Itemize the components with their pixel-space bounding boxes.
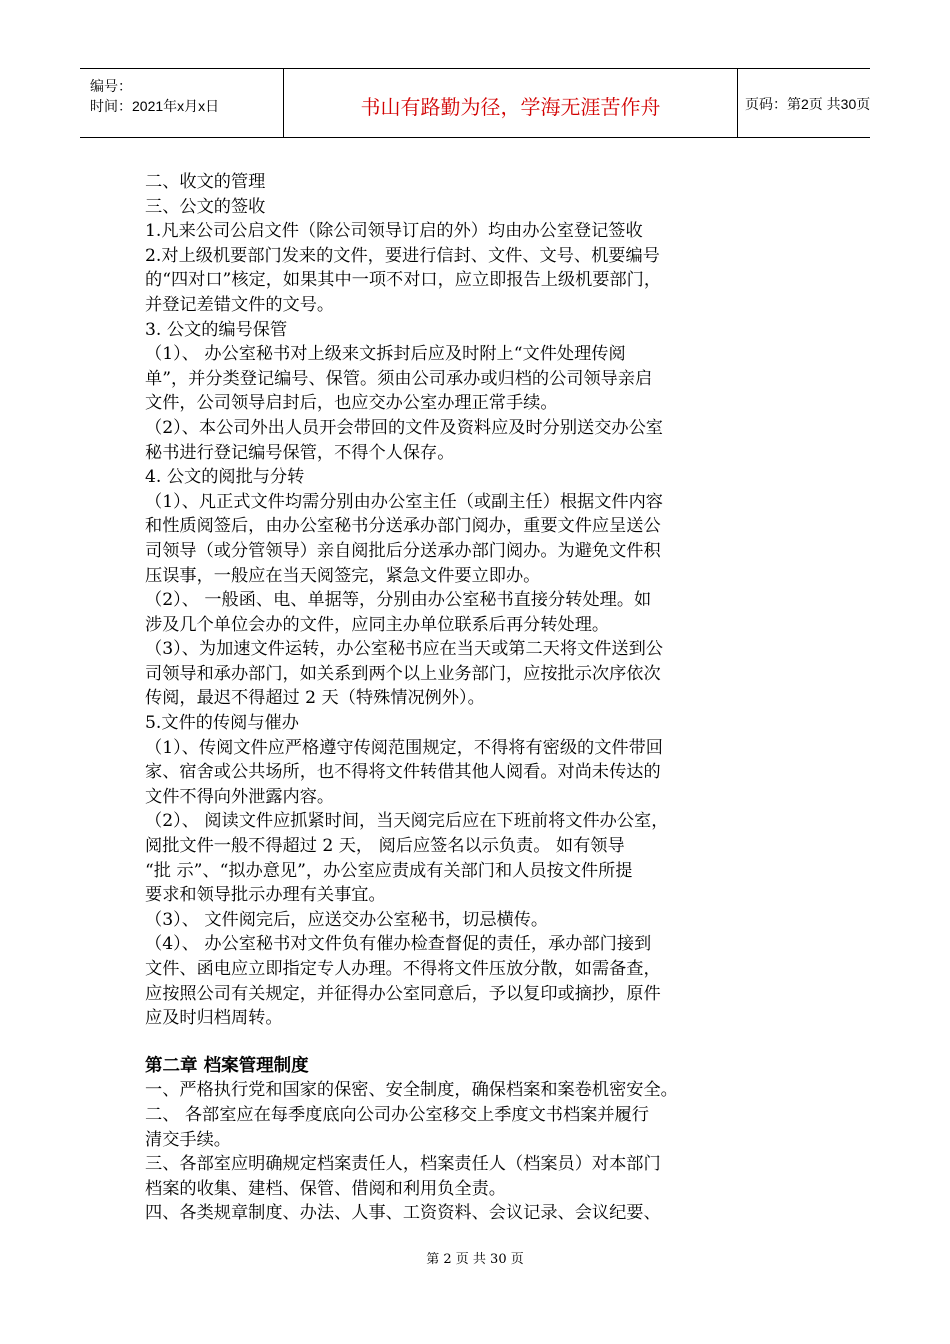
body-line: 二、收文的管理 (145, 172, 266, 192)
page-header (80, 68, 870, 138)
body-line: 家、宿舍或公共场所，也不得将文件转借其他人阅看。对尚未传达的 (145, 762, 661, 783)
chapter-line: 三、各部室应明确规定档案责任人，档案责任人（档案员）对本部门 (145, 1154, 661, 1175)
body-line: 和性质阅签后，由办公室秘书分送承办部门阅办，重要文件应呈送公 (145, 516, 661, 537)
body-line: 文件，公司领导启封后，也应交办公室办理正常手续。 (145, 393, 558, 414)
chapter-line: 四、各类规章制度、办法、人事、工资资料、会议记录、会议纪要、 (145, 1203, 661, 1224)
body-line: 单”，并分类登记编号、保管。须由公司承办或归档的公司领导亲启 (145, 368, 653, 389)
document-date-label: 时间：2021年x月x日 (90, 98, 220, 114)
header-motto-cell (283, 69, 738, 137)
body-line: 秘书进行登记编号保管，不得个人保存。 (145, 442, 455, 463)
body-line: 4. 公文的阅批与分转 (145, 467, 305, 488)
chapter-line: 清交手续。 (145, 1129, 231, 1150)
body-line: （3）、 文件阅完后，应送交办公室秘书，切忌横传。 (145, 909, 549, 930)
body-line: （2）、 一般函、电、单据等，分别由办公室秘书直接分转处理。如 (145, 590, 652, 611)
body-line: 1.凡来公司公启文件（除公司领导订启的外）均由办公室登记签收 (145, 221, 643, 242)
body-line: （1）、凡正式文件均需分别由办公室主任（或副主任）根据文件内容 (145, 491, 663, 512)
body-line: 文件不得向外泄露内容。 (145, 786, 335, 807)
body-line: 2.对上级机要部门发来的文件，要进行信封、文件、文号、机要编号 (145, 245, 660, 266)
header-page-cell (737, 69, 870, 137)
body-line: 阅批文件一般不得超过 2 天， 阅后应签名以示负责。 如有领导 (145, 836, 625, 857)
body-line: 三、公文的签收 (145, 196, 266, 217)
body-line: 传阅，最迟不得超过 2 天（特殊情况例外）。 (145, 688, 485, 709)
chapter-line: 档案的收集、建档、保管、借阅和利用负全责。 (145, 1178, 506, 1199)
body-line: “批 示”、“拟办意见”，办公室应责成有关部门和人员按文件所提 (145, 860, 633, 881)
header-motto: 书山有路勤为径，学海无涯苦作舟 (360, 95, 661, 119)
body-line: （2）、本公司外出人员开会带回的文件及资料应及时分别送交办公室 (145, 417, 663, 438)
header-page-info: 页码：第2页 共30页 (745, 96, 871, 112)
body-line: 应按照公司有关规定，并征得办公室同意后，予以复印或摘抄，原件 (145, 983, 661, 1004)
body-line: 涉及几个单位会办的文件，应同主办单位联系后再分转处理。 (145, 614, 610, 635)
body-line: 5.文件的传阅与催办 (145, 713, 299, 734)
body-line: （1）、 办公室秘书对上级来文拆封后应及时附上“文件处理传阅 (145, 344, 626, 365)
body-line: 要求和领导批示办理有关事宜。 (145, 885, 386, 906)
body-line: 3. 公文的编号保管 (145, 319, 288, 340)
body-line: 应及时归档周转。 (145, 1008, 283, 1029)
chapter-line: 一、严格执行党和国家的保密、安全制度，确保档案和案卷机密安全。 (145, 1080, 678, 1101)
body-line: （3）、为加速文件运转，办公室秘书应在当天或第二天将文件送到公 (145, 639, 663, 660)
body-line: 压误事，一般应在当天阅签完，紧急文件要立即办。 (145, 565, 541, 586)
body-line: 的“四对口”核定，如果其中一项不对口，应立即报告上级机要部门， (145, 270, 662, 291)
body-line: 司领导和承办部门，如关系到两个以上业务部门，应按批示次序依次 (145, 663, 661, 684)
body-line: （2）、 阅读文件应抓紧时间，当天阅完后应在下班前将文件办公室， (145, 811, 669, 832)
document-body (145, 170, 815, 1226)
body-line: 司领导（或分管领导）亲自阅批后分送承办部门阅办。为避免文件积 (145, 540, 661, 561)
page-footer: 第 2 页 共 30 页 (426, 1252, 524, 1267)
header-meta-cell (80, 69, 283, 137)
chapter-title: 第二章 档案管理制度 (145, 1055, 309, 1076)
body-line: （4）、 办公室秘书对文件负有催办检查督促的责任，承办部门接到 (145, 934, 652, 955)
document-number-label: 编号： (90, 78, 132, 94)
body-line: （1）、传阅文件应严格遵守传阅范围规定，不得将有密级的文件带回 (145, 737, 663, 758)
body-line: 并登记差错文件的文号。 (145, 294, 335, 315)
body-line: 文件、函电应立即指定专人办理。不得将文件压放分散，如需备查， (145, 959, 661, 979)
chapter-line: 二、 各部室应在每季度底向公司办公室移交上季度文书档案并履行 (145, 1104, 649, 1125)
